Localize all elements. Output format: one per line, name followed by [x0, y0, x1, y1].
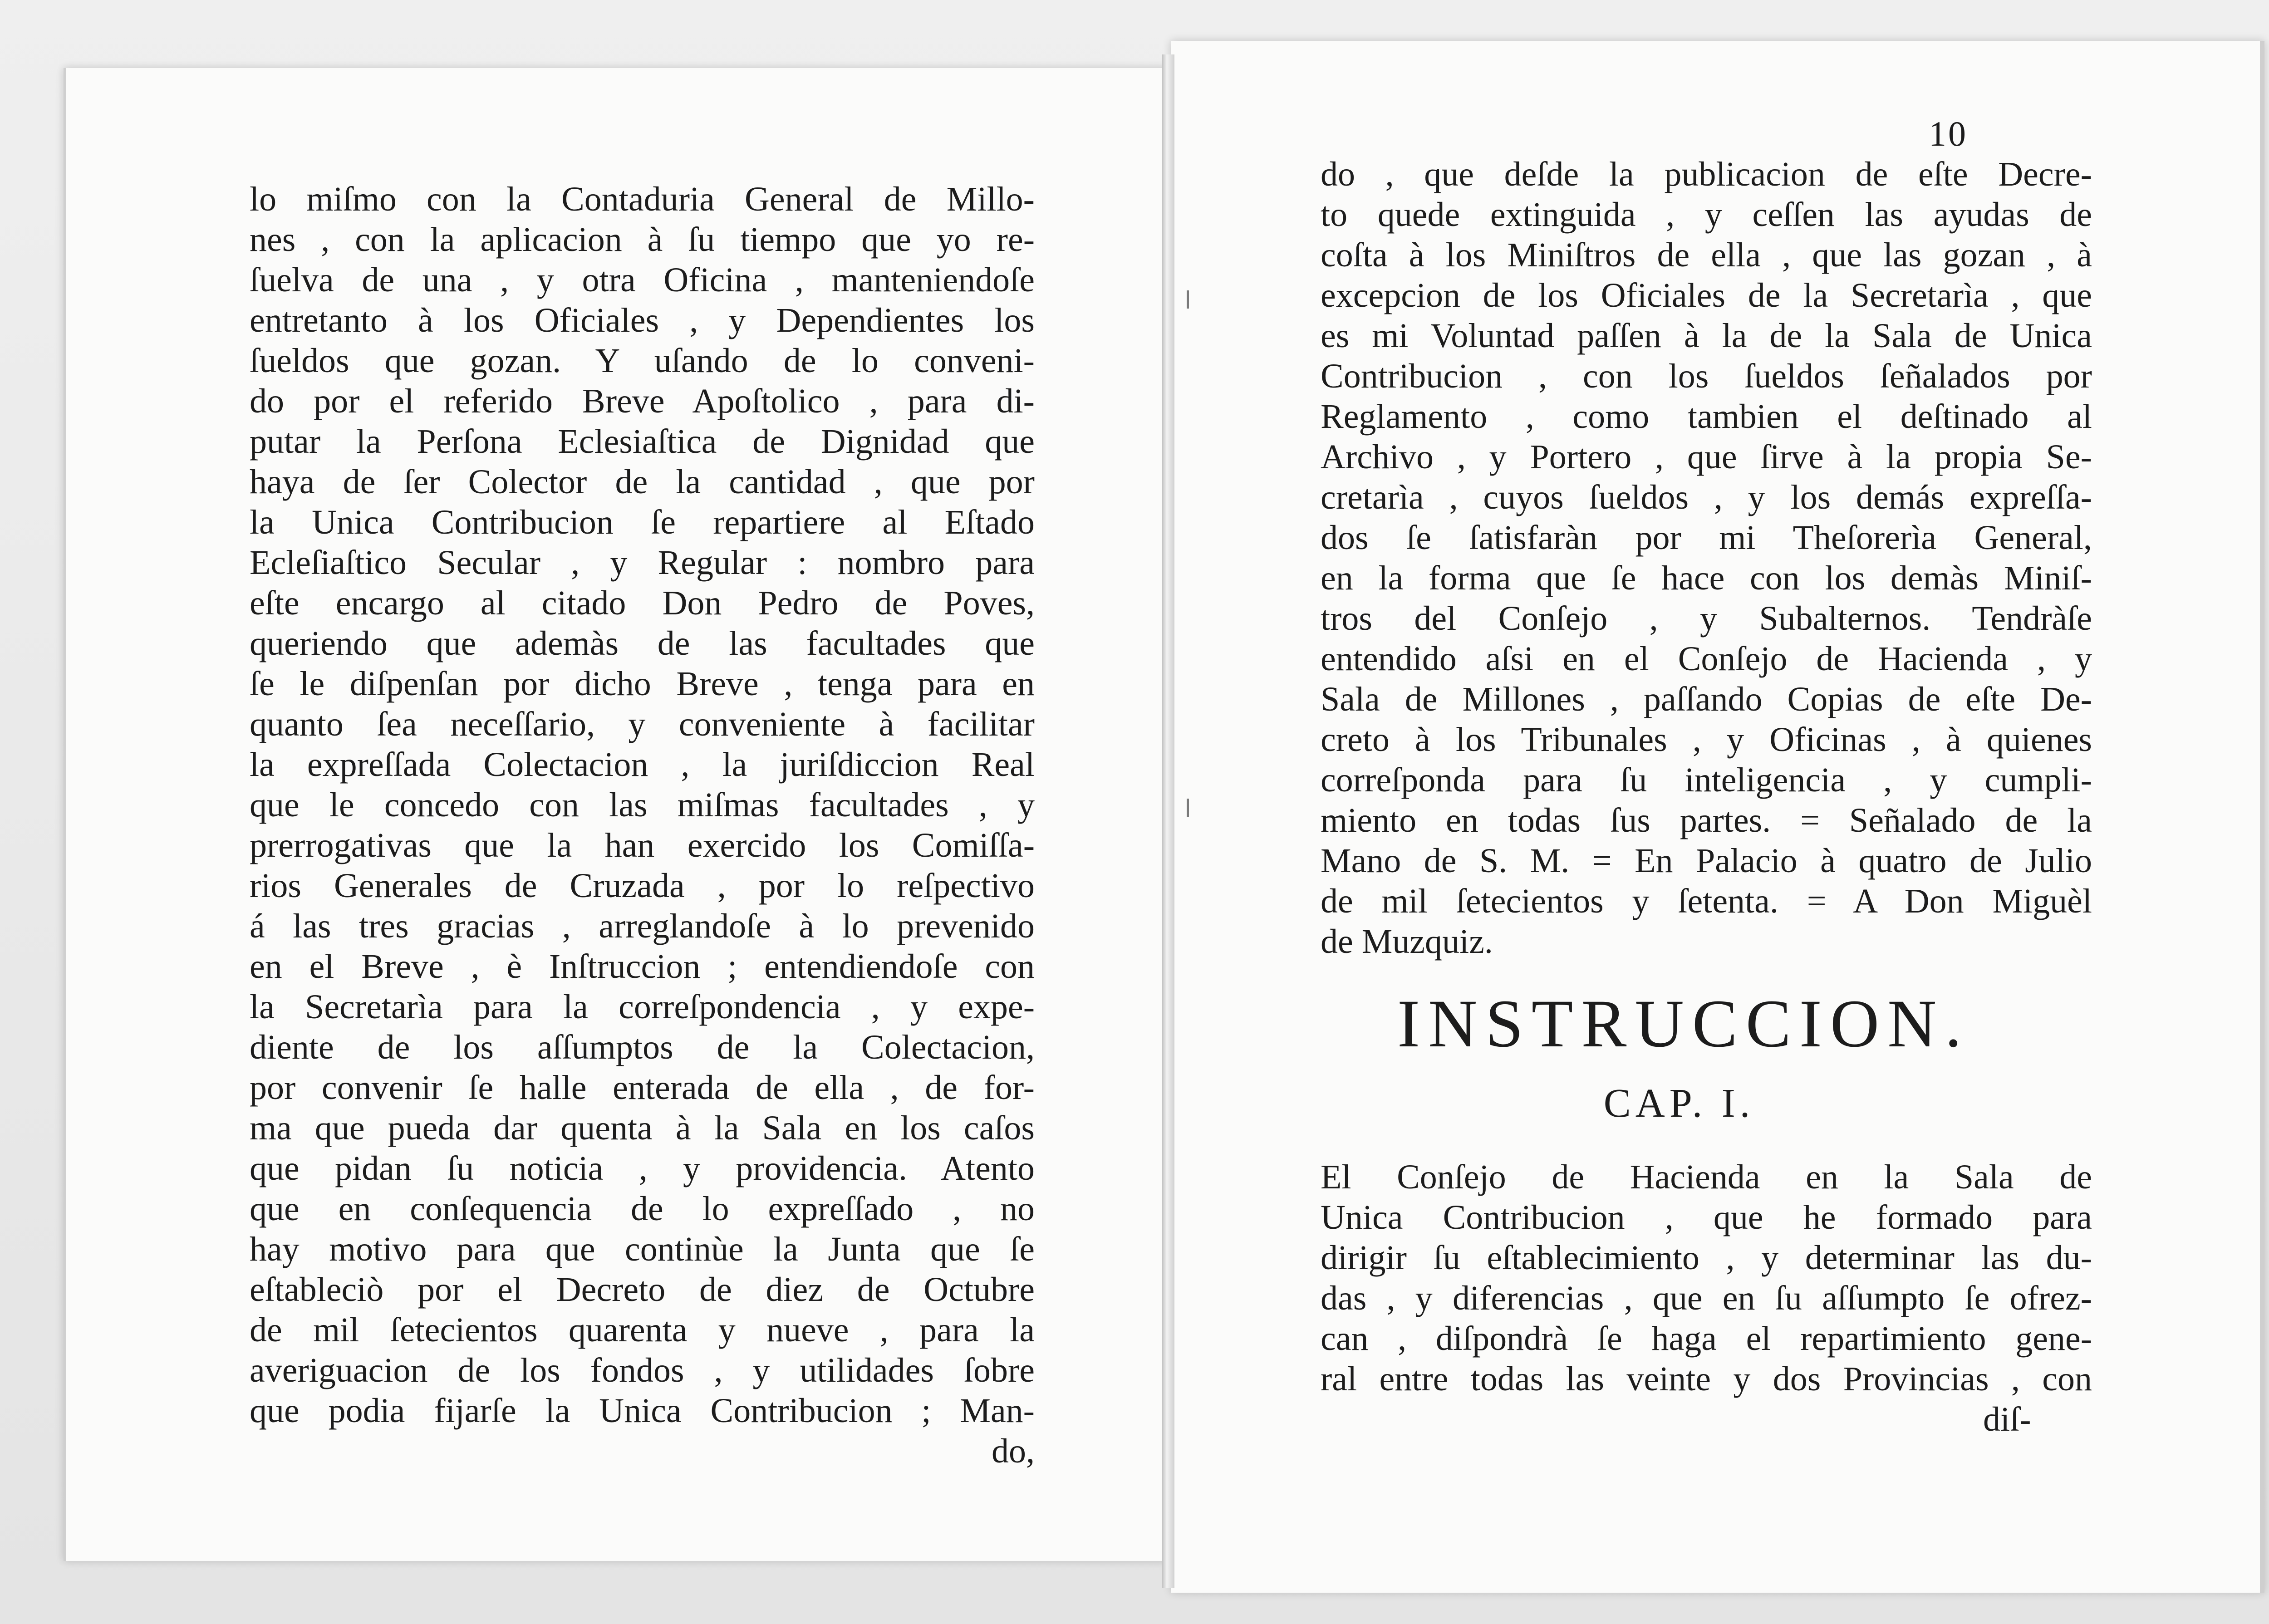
text-line: por convenir ſe halle enterada de ella , de for- — [250, 1069, 1035, 1107]
chapter-heading: CAP. I. — [1603, 1081, 1755, 1126]
text-line: Unica Contribucion , que he formado para — [1321, 1198, 2092, 1236]
text-line: ral entre todas las veinte y dos Provincias , con — [1321, 1360, 2092, 1398]
text-line: la Secretarìa para la correſpondencia , y expe- — [250, 988, 1035, 1026]
book-gutter — [1162, 54, 1174, 1588]
text-line: do, — [992, 1432, 1035, 1470]
right-page-text-bottom — [1321, 1157, 2092, 1399]
right-page-text-top — [1321, 154, 2092, 962]
text-line: creto à los Tribunales , y Oficinas , à quienes — [1321, 721, 2092, 759]
text-line: de Muzquiz. — [1321, 922, 1493, 961]
text-line: queriendo que ademàs de las facultades que — [250, 624, 1035, 662]
text-line: miento en todas ſus partes. = Señalado de la — [1321, 801, 2092, 839]
text-line: que en conſequencia de lo expreſſado , no — [250, 1190, 1035, 1228]
text-line: ſueldos que gozan. Y uſando de lo conveni- — [250, 342, 1035, 380]
text-line: do por el referido Breve Apoſtolico , para di- — [250, 382, 1035, 420]
text-line: Sala de Millones , paſſando Copias de eſte De- — [1321, 680, 2092, 718]
text-line: la expreſſada Colectacion , la juriſdiccion Real — [250, 746, 1035, 784]
text-line: Mano de S. M. = En Palacio à quatro de Julio — [1321, 842, 2092, 880]
text-line: nes , con la aplicacion à ſu tiempo que yo re- — [250, 221, 1035, 259]
text-line: lo miſmo con la Contaduria General de Millo- — [250, 180, 1035, 218]
text-line: rios Generales de Cruzada , por lo reſpectivo — [250, 867, 1035, 905]
text-line: ſuelva de una , y otra Oficina , manteniendoſe — [250, 261, 1035, 299]
text-line: can , diſpondrà ſe haga el repartimiento gene- — [1321, 1320, 2092, 1358]
text-line: correſponda para ſu inteligencia , y cumpli- — [1321, 761, 2092, 799]
text-line: quanto ſea neceſſario, y conveniente à facilitar — [250, 705, 1035, 743]
text-line: que pidan ſu noticia , y providencia. Atento — [250, 1149, 1035, 1187]
text-line: hay motivo para que continùe la Junta que ſe — [250, 1230, 1035, 1268]
left-page-text — [250, 179, 1035, 1472]
text-line: que le concedo con las miſmas facultades , y — [250, 786, 1035, 824]
text-line: Archivo , y Portero , que ſirve à la propia Se- — [1321, 438, 2092, 476]
text-line: Contribucion , con los ſueldos ſeñalados por — [1321, 357, 2092, 395]
text-line: haya de ſer Colector de la cantidad , que por — [250, 463, 1035, 501]
text-line: eſtableciò por el Decreto de diez de Octubre — [250, 1271, 1035, 1309]
text-line: putar la Perſona Eclesiaſtica de Dignidad que — [250, 422, 1035, 461]
margin-mark — [1187, 290, 1193, 309]
text-line: en el Breve , è Inſtruccion ; entendiendoſe con — [250, 947, 1035, 986]
text-line: es mi Voluntad paſſen à la de la Sala de Unica — [1321, 317, 2092, 355]
margin-mark — [1187, 799, 1193, 817]
text-line: que podia fijarſe la Unica Contribucion ; Man- — [250, 1392, 1035, 1430]
text-line: la Unica Contribucion ſe repartiere al Eſtado — [250, 503, 1035, 541]
text-line: en la forma que ſe hace con los demàs Miniſ- — [1321, 559, 2092, 597]
text-line: entretanto à los Oficiales , y Dependientes los — [250, 301, 1035, 339]
text-line: de mil ſetecientos y ſetenta. = A Don Miguèl — [1321, 882, 2092, 920]
text-line: to quede extinguida , y ceſſen las ayudas de — [1321, 196, 2092, 234]
text-line: de mil ſetecientos quarenta y nueve , para la — [250, 1311, 1035, 1349]
text-line: prerrogativas que la han exercido los Comiſſa- — [250, 826, 1035, 864]
text-line: á las tres gracias , arreglandoſe à lo prevenido — [250, 907, 1035, 945]
catchword: diſ- — [1983, 1400, 2031, 1438]
text-line: dirigir ſu eſtablecimiento , y determinar las du- — [1321, 1239, 2092, 1277]
text-line: Reglamento , como tambien el deſtinado al — [1321, 397, 2092, 436]
text-line: averiguacion de los fondos , y utilidades ſobre — [250, 1351, 1035, 1389]
text-line: coſta à los Miniſtros de ella , que las gozan , à — [1321, 236, 2092, 274]
text-line: cretarìa , cuyos ſueldos , y los demás expreſſa- — [1321, 478, 2092, 516]
text-line: ſe le diſpenſan por dicho Breve , tenga para en — [250, 665, 1035, 703]
text-line: eſte encargo al citado Don Pedro de Poves, — [250, 584, 1035, 622]
text-line: Ecleſiaſtico Secular , y Regular : nombro para — [250, 544, 1035, 582]
text-line: do , que deſde la publicacion de eſte Decre- — [1321, 155, 2092, 193]
text-line: ma que pueda dar quenta à la Sala en los caſos — [250, 1109, 1035, 1147]
page-number: 10 — [1929, 114, 1968, 153]
section-heading: INSTRUCCION. — [1397, 986, 1970, 1061]
text-line: dos ſe ſatisfaràn por mi Theſorerìa General, — [1321, 519, 2092, 557]
text-line: El Conſejo de Hacienda en la Sala de — [1321, 1158, 2092, 1196]
text-line: das , y diferencias , que en ſu aſſumpto ſe ofrez- — [1321, 1279, 2092, 1317]
text-line: diente de los aſſumptos de la Colectacion, — [250, 1028, 1035, 1066]
text-line: entendido aſsi en el Conſejo de Hacienda , y — [1321, 640, 2092, 678]
text-line: tros del Conſejo , y Subalternos. Tendràſe — [1321, 599, 2092, 638]
text-line: excepcion de los Oficiales de la Secretarìa , que — [1321, 276, 2092, 314]
